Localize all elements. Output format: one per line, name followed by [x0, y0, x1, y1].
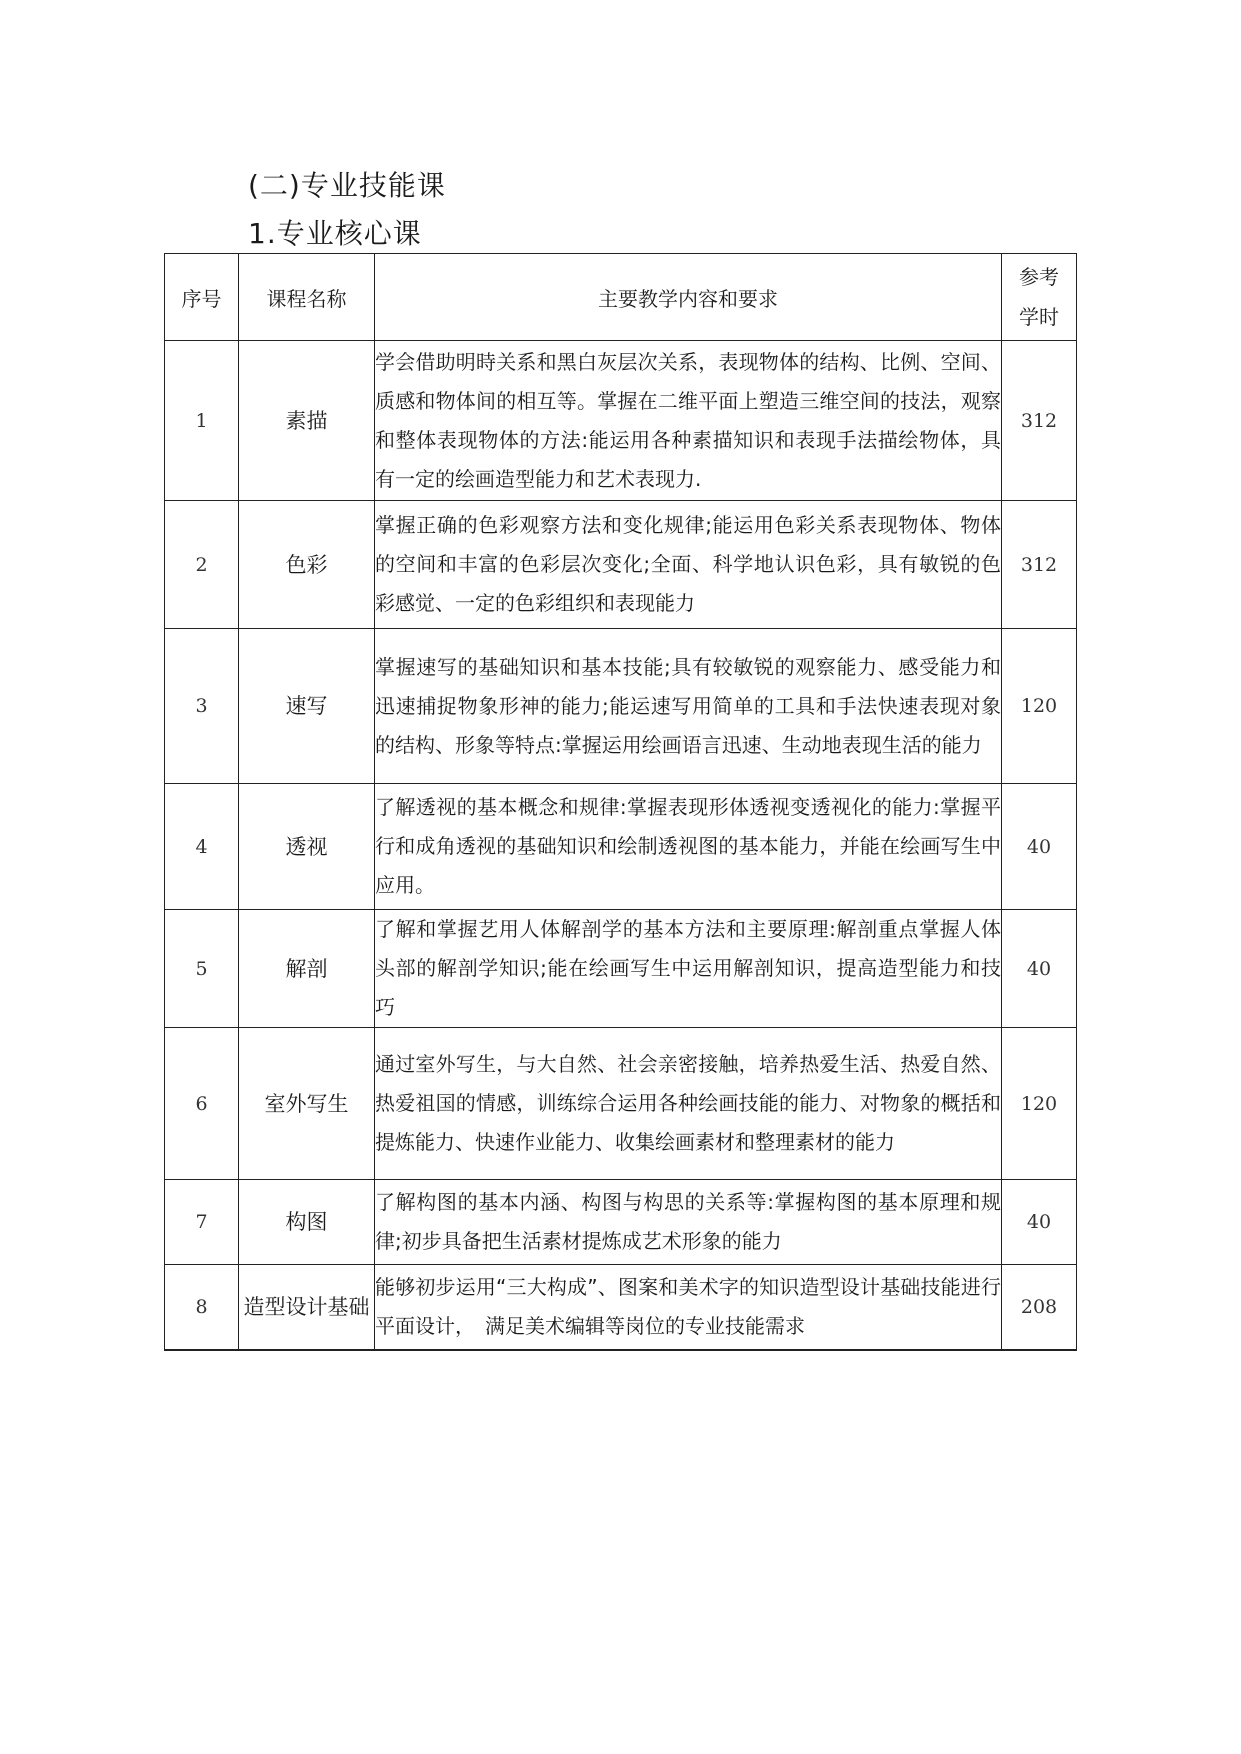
table-row — [165, 629, 1077, 784]
row-hours: 120 — [1002, 629, 1077, 784]
row-hours: 312 — [1002, 501, 1077, 629]
row-course-name: 速写 — [239, 629, 375, 784]
row-hours: 40 — [1002, 910, 1077, 1028]
course-table — [164, 253, 1077, 1351]
row-no: 7 — [165, 1180, 239, 1265]
header-content: 主要教学内容和要求 — [375, 254, 1002, 341]
row-content: 学会借助明時关系和黑白灰层次关系，表现物体的结构、比例、空间、质感和物体间的相互等。掌握在二维平面上塑造三维空间的技法，观察和整体表现物体的方法:能运用各种素描知识和表现手法描绘物体，具有一定的绘画造型能力和艺术表现力. — [375, 341, 1002, 501]
header-hours-line1: 参考 — [1019, 265, 1059, 289]
section-heading: (二)专业技能课 — [248, 169, 446, 202]
row-course-name: 色彩 — [239, 501, 375, 629]
row-content: 掌握速写的基础知识和基本技能;具有较敏锐的观察能力、感受能力和迅速捕捉物象形神的能力;能运速写用简单的工具和手法快速表现对象的结构、形象等特点:掌握运用绘画语言迅速、生动地表现生活的能力 — [375, 629, 1002, 784]
row-content: 了解透视的基本概念和规律:掌握表现形体透视变透视化的能力:掌握平行和成角透视的基础知识和绘制透视图的基本能力，并能在绘画写生中应用。 — [375, 784, 1002, 910]
table-row — [165, 910, 1077, 1028]
row-course-name: 构图 — [239, 1180, 375, 1265]
row-course-name: 室外写生 — [239, 1028, 375, 1180]
row-content: 了解和掌握艺用人体解剖学的基本方法和主要原理:解剖重点掌握人体头部的解剖学知识;能在绘画写生中运用解剖知识，提高造型能力和技巧 — [375, 910, 1002, 1028]
row-content: 能够初步运用“三大构成”、图案和美术字的知识造型设计基础技能进行平面设计， 满足美术编辑等岗位的专业技能需求 — [375, 1265, 1002, 1350]
row-hours: 40 — [1002, 1180, 1077, 1265]
header-no: 序号 — [165, 254, 239, 341]
row-hours: 312 — [1002, 341, 1077, 501]
table-header-row — [165, 254, 1077, 341]
table-row — [165, 1028, 1077, 1180]
header-hours — [1002, 254, 1077, 341]
row-course-name: 透视 — [239, 784, 375, 910]
table-row — [165, 1265, 1077, 1350]
row-course-name: 解剖 — [239, 910, 375, 1028]
row-no: 1 — [165, 341, 239, 501]
row-no: 8 — [165, 1265, 239, 1350]
header-course-name: 课程名称 — [239, 254, 375, 341]
row-content: 通过室外写生，与大自然、社会亲密接触，培养热爱生活、热爱自然、热爱祖国的情感，训练综合运用各种绘画技能的能力、对物象的概括和提炼能力、快速作业能力、收集绘画素材和整理素材的能力 — [375, 1028, 1002, 1180]
row-no: 2 — [165, 501, 239, 629]
row-hours: 208 — [1002, 1265, 1077, 1350]
row-no: 3 — [165, 629, 239, 784]
row-hours: 40 — [1002, 784, 1077, 910]
row-content: 掌握正确的色彩观察方法和变化规律;能运用色彩关系表现物体、物体的空间和丰富的色彩层次变化;全面、科学地认识色彩，具有敏锐的色彩感觉、一定的色彩组织和表现能力 — [375, 501, 1002, 629]
row-no: 6 — [165, 1028, 239, 1180]
table-row — [165, 501, 1077, 629]
row-course-name: 素描 — [239, 341, 375, 501]
header-hours-line2: 学时 — [1019, 305, 1059, 329]
row-content: 了解构图的基本内涵、构图与构思的关系等:掌握构图的基本原理和规律;初步具备把生活素材提炼成艺术形象的能力 — [375, 1180, 1002, 1265]
subsection-heading: 1.专业核心课 — [248, 217, 422, 250]
table-row — [165, 784, 1077, 910]
table-row — [165, 1180, 1077, 1265]
row-no: 5 — [165, 910, 239, 1028]
row-course-name: 造型设计基础 — [239, 1265, 375, 1350]
table-row — [165, 341, 1077, 501]
row-no: 4 — [165, 784, 239, 910]
row-hours: 120 — [1002, 1028, 1077, 1180]
